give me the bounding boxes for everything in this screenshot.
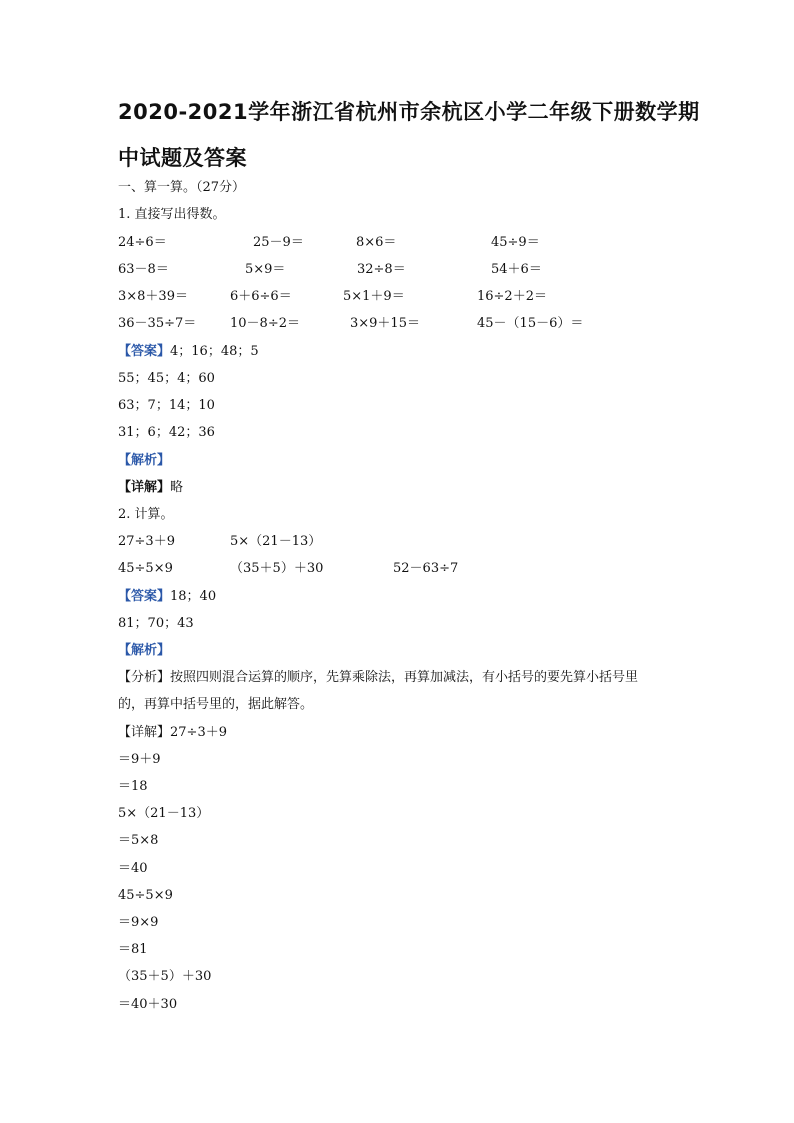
q1-item: 5×1＋9＝: [343, 289, 405, 304]
q2-step: ＝9＋9: [118, 752, 161, 767]
q2-item: （35＋5）＋30: [230, 561, 324, 576]
q2-step: ＝5×8: [118, 833, 159, 848]
analysis-tag: 【分析】: [118, 670, 171, 685]
q2-item: 5×（21－13）: [230, 534, 322, 549]
question-2-label: 2. 计算。: [118, 507, 174, 522]
q1-item: 16÷2＋2＝: [477, 289, 547, 304]
q1-item: 45－（15－6）＝: [477, 316, 584, 331]
q1-item: 24÷6＝: [118, 235, 167, 250]
detail-text: 略: [170, 480, 184, 495]
doc-title-line-2: 中试题及答案: [118, 146, 247, 170]
analysis-text: 按照四则混合运算的顺序，先算乘除法，再算加减法，有小括号的要先算小括号里: [170, 670, 639, 685]
q1-detail-line: [118, 479, 183, 497]
answer-tag: 【答案】: [118, 589, 171, 604]
q1-item: 10－8÷2＝: [230, 316, 300, 331]
q2-step: 45÷5×9: [118, 888, 173, 903]
q2-step: ＝40＋30: [118, 997, 178, 1012]
q1-item: 54＋6＝: [491, 262, 542, 277]
answer-text: 4；16；48；5: [170, 344, 259, 359]
q2-detail-line: [118, 724, 227, 742]
doc-title-line-1: 2020-2021学年浙江省杭州市余杭区小学二年级下册数学期: [118, 100, 700, 124]
q1-item: 8×6＝: [356, 235, 397, 250]
q2-jiexi-tag: 【解析】: [118, 643, 171, 658]
q2-step: ＝40: [118, 861, 148, 876]
q1-item: 3×9＋15＝: [350, 316, 420, 331]
q1-answer-line: 63；7；14；10: [118, 398, 215, 413]
question-1-label: 1. 直接写出得数。: [118, 207, 226, 222]
q2-item: 27÷3＋9: [118, 534, 175, 549]
q2-analysis-line: 的，再算中括号里的，据此解答。: [118, 697, 314, 712]
q2-item: 45÷5×9: [118, 561, 173, 576]
q1-jiexi-tag: 【解析】: [118, 453, 171, 468]
q2-step: ＝9×9: [118, 915, 159, 930]
q1-item: 36－35÷7＝: [118, 316, 197, 331]
q2-item: 52－63÷7: [393, 561, 459, 576]
q1-item: 32÷8＝: [357, 262, 406, 277]
q2-analysis-line: [118, 669, 638, 687]
q2-step: ＝18: [118, 779, 148, 794]
q2-step: 5×（21－13）: [118, 806, 210, 821]
q1-item: 6＋6÷6＝: [230, 289, 292, 304]
step-text: 27÷3＋9: [170, 725, 227, 740]
q1-item: 5×9＝: [245, 262, 286, 277]
answer-tag: 【答案】: [118, 344, 171, 359]
q1-item: 45÷9＝: [491, 235, 540, 250]
section-heading: 一、算一算。（27分）: [118, 180, 246, 195]
q1-answer-line: [118, 343, 259, 361]
q1-item: 25－9＝: [253, 235, 304, 250]
q1-item: 3×8＋39＝: [118, 289, 188, 304]
detail-tag: 【详解】: [118, 725, 171, 740]
q1-answer-line: 31；6；42；36: [118, 425, 215, 440]
q2-step: ＝81: [118, 942, 148, 957]
detail-tag: 【详解】: [118, 480, 171, 495]
answer-text: 18；40: [170, 589, 217, 604]
q1-item: 63－8＝: [118, 262, 169, 277]
q2-answer-line: [118, 588, 216, 606]
q1-answer-line: 55；45；4；60: [118, 371, 215, 386]
q2-answer-line: 81；70；43: [118, 616, 194, 631]
q2-step: （35＋5）＋30: [118, 969, 212, 984]
